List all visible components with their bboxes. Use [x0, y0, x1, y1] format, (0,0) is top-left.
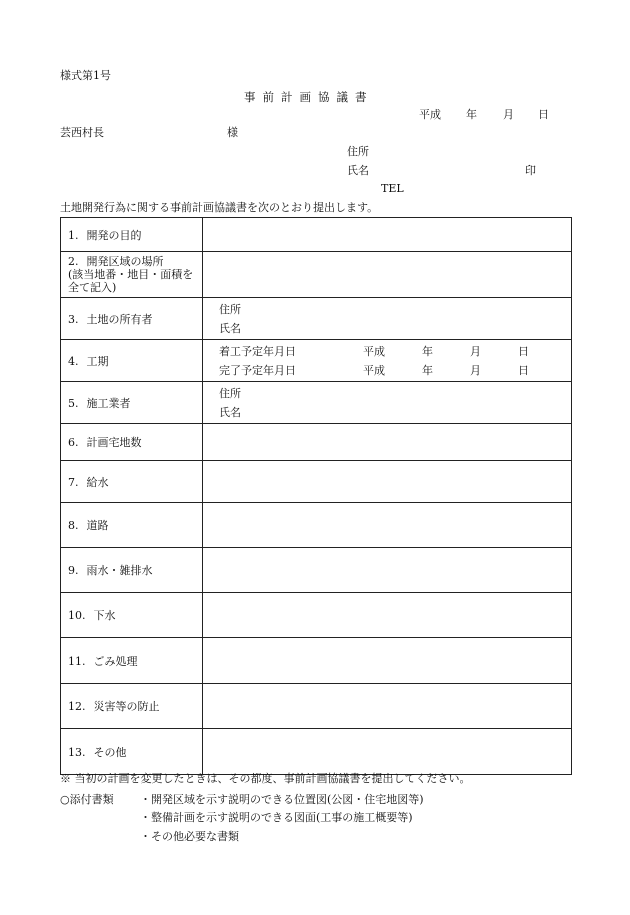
table-row	[61, 593, 572, 638]
row-label: 9. 雨水・雑排水	[61, 548, 203, 593]
table-row	[61, 461, 572, 503]
row-label: 5. 施工業者	[61, 382, 203, 424]
addressee: 芸西村長	[60, 126, 104, 139]
row-label: 8. 道路	[61, 503, 203, 548]
contractor-field[interactable]	[203, 382, 572, 424]
drainage-field[interactable]	[203, 548, 572, 593]
honorific: 様	[227, 126, 238, 139]
attachment-item: ・開発区域を示す説明のできる位置図(公図・住宅地図等)	[140, 793, 424, 806]
row-label: 2. 開発区域の場所 (該当地番・地目・面積を 全て記入)	[61, 252, 203, 298]
tel-label: TEL	[381, 182, 404, 195]
seal-label: 印	[525, 164, 536, 177]
disaster-prevention-field[interactable]	[203, 684, 572, 729]
table-row	[61, 548, 572, 593]
form-number: 様式第1号	[60, 69, 111, 82]
table-row	[61, 298, 572, 340]
table-row	[61, 382, 572, 424]
sewer-field[interactable]	[203, 593, 572, 638]
row-label: 4. 工期	[61, 340, 203, 382]
row-label: 3. 土地の所有者	[61, 298, 203, 340]
table-row	[61, 684, 572, 729]
table-row	[61, 340, 572, 382]
date-day: 日	[538, 108, 549, 121]
schedule-field[interactable]	[203, 340, 572, 382]
owner-address-label: 住所	[219, 302, 241, 316]
table-row	[61, 638, 572, 684]
contractor-address-label: 住所	[219, 386, 241, 400]
page-title: 事前計画協議書	[244, 90, 374, 104]
date-era: 平成	[419, 108, 441, 121]
row-label: 13. その他	[61, 729, 203, 775]
attachment-item: ・その他必要な書類	[140, 830, 239, 843]
date-year: 年	[466, 108, 477, 121]
road-field[interactable]	[203, 503, 572, 548]
plan-table	[60, 217, 572, 775]
lot-count-field[interactable]	[203, 424, 572, 461]
row-label: 6. 計画宅地数	[61, 424, 203, 461]
intro-text: 土地開発行為に関する事前計画協議書を次のとおり提出します。	[60, 201, 379, 214]
row-label: 7. 給水	[61, 461, 203, 503]
row-label: 1. 開発の目的	[61, 218, 203, 252]
start-date-line: 着工予定年月日 平成 年 月 日	[219, 344, 529, 358]
applicant-address-label: 住所	[347, 145, 369, 158]
owner-name-label: 氏名	[219, 321, 241, 335]
table-row	[61, 218, 572, 252]
attachment-label: ○添付書類	[60, 793, 114, 806]
end-date-line: 完了予定年月日 平成 年 月 日	[219, 363, 529, 377]
table-row	[61, 424, 572, 461]
owner-field[interactable]	[203, 298, 572, 340]
location-field[interactable]	[203, 252, 572, 298]
water-supply-field[interactable]	[203, 461, 572, 503]
waste-field[interactable]	[203, 638, 572, 684]
change-note: ※ 当初の計画を変更したときは、その都度、事前計画協議書を提出してください。	[60, 772, 471, 785]
row-label: 12. 災害等の防止	[61, 684, 203, 729]
purpose-field[interactable]	[203, 218, 572, 252]
attachment-item: ・整備計画を示す説明のできる図面(工事の施工概要等)	[140, 811, 413, 824]
other-field[interactable]	[203, 729, 572, 775]
contractor-name-label: 氏名	[219, 405, 241, 419]
applicant-name-label: 氏名	[347, 164, 369, 177]
date-month: 月	[503, 108, 514, 121]
table-row	[61, 503, 572, 548]
row-label: 10. 下水	[61, 593, 203, 638]
row-label: 11. ごみ処理	[61, 638, 203, 684]
table-row	[61, 729, 572, 775]
table-row	[61, 252, 572, 298]
